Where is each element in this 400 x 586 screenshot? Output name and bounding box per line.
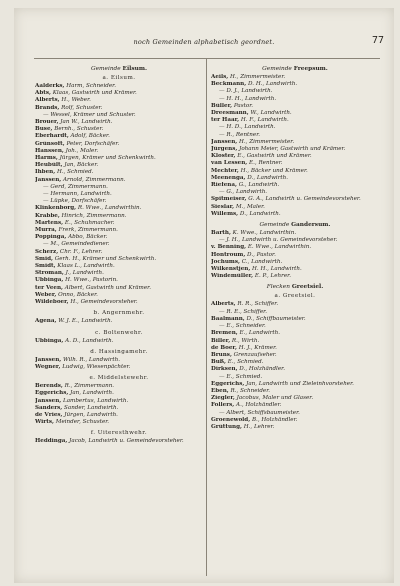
directory-entry [35, 357, 203, 364]
entry-details: Jan W., Landwirth. [58, 119, 113, 126]
entry-name: Meenenga, [211, 174, 246, 181]
entry-details: Arnold, Zimmermann. [61, 176, 126, 183]
section-heading [211, 221, 379, 230]
directory-entry [35, 126, 203, 133]
directory-entry [35, 83, 203, 90]
subsection-heading: b. Angernmehr. [93, 310, 145, 317]
directory-entry [35, 184, 203, 191]
entry-name: Ihben, [35, 169, 56, 176]
directory-entry [211, 110, 379, 117]
directory-entry [35, 141, 203, 148]
entry-name: Grüttung, [211, 423, 242, 430]
entry-name: Baalmann, [211, 315, 245, 322]
entry-details: R., Schneider. [228, 387, 271, 394]
entry-details: — M., Gemeindediener. [43, 241, 110, 248]
entry-name: Heubült, [35, 162, 63, 169]
section-heading-prefix: Gemeinde [262, 66, 294, 72]
entry-name: Janssen, [211, 138, 238, 145]
entry-name: Windemüller, [211, 273, 254, 280]
entry-details: — H. D., Landwirth. [219, 124, 276, 131]
directory-entry [211, 338, 379, 345]
entry-details: R. R., Schiffer. [235, 301, 279, 308]
directory-entry [35, 299, 203, 306]
entry-name: Martens, [35, 219, 64, 226]
section-heading-name: Greetsiel. [291, 284, 324, 291]
entry-name: Wegner, [35, 363, 61, 370]
directory-entry [211, 252, 379, 259]
directory-entry [35, 318, 203, 325]
entry-name: Smidt, [35, 263, 56, 270]
entry-name: Bruns, [211, 351, 232, 358]
entry-details: Jürgen, Landwirth. [62, 411, 118, 418]
directory-entry [35, 241, 203, 248]
subsection-heading: e. Middelstewehr. [89, 375, 149, 382]
entry-details: D. H., Landwirth. [246, 81, 298, 88]
entry-details: C., Landwirth. [239, 258, 283, 265]
directory-entry [211, 381, 379, 388]
entry-details: Klaas L., Landwirth. [55, 263, 115, 270]
section-heading-prefix: Gemeinde [90, 66, 123, 72]
directory-entry [211, 424, 379, 431]
entry-name: Riefena, [211, 182, 237, 189]
entry-details: W., Landwirth. [248, 110, 292, 117]
entry-name: Hanssen, [35, 147, 64, 154]
directory-entry [35, 249, 203, 256]
directory-entry [211, 237, 379, 244]
entry-details: Sander, Landwirth. [62, 404, 119, 411]
entry-details: — D. J., Landwirth. [219, 88, 273, 95]
directory-entry [35, 227, 203, 234]
entry-details: A., Holzhändler. [234, 402, 282, 409]
directory-entry [211, 153, 379, 160]
directory-entry [211, 374, 379, 381]
directory-entry [211, 301, 379, 308]
directory-entry [35, 112, 203, 119]
entry-name: Ziegler, [211, 395, 235, 402]
directory-entry [211, 395, 379, 402]
entry-details: Chr. F., Lehrer. [58, 248, 103, 255]
entry-details: Klaas, Gastwirth und Krämer. [50, 90, 137, 97]
entry-name: Harms, [35, 155, 58, 162]
entry-details: A. D., Landwirth. [63, 337, 114, 344]
entry-name: de Vries, [35, 411, 63, 418]
entry-details: — R., Rentner. [219, 131, 261, 138]
directory-entry [35, 105, 203, 112]
entry-details: Abbo, Bäcker. [66, 234, 108, 241]
entry-name: Eggerichs, [35, 390, 69, 397]
entry-details: Gerh. H., Krämer und Schenkwirth. [52, 255, 157, 262]
entry-name: Eben, [211, 387, 229, 394]
section-heading-prefix: Gemeinde [259, 222, 292, 229]
entry-details: H., Zimmermeister. [228, 74, 286, 80]
entry-details: M., Maler. [234, 203, 265, 210]
directory-entry [211, 316, 379, 323]
entry-details: Ludwig, Wiesenpächter. [60, 363, 131, 370]
directory-entry [211, 132, 379, 139]
directory-entry [35, 191, 203, 198]
entry-name: Weber, [35, 291, 57, 298]
entry-details: G., Landwirth. [236, 182, 280, 189]
entry-details: H., Zimmermeister. [237, 138, 295, 145]
entry-details: D., Schiffbaumeister. [244, 315, 306, 322]
entry-name: Scherz, [35, 248, 59, 255]
entry-details: — H. H., Landwirth. [219, 95, 277, 102]
entry-details: — G., Landwirth. [219, 189, 268, 196]
entry-details: Pastor. [232, 102, 254, 109]
entry-details: D., Holzhändler. [237, 366, 285, 373]
entry-name: Ubbinga, [35, 337, 64, 344]
directory-entry [211, 189, 379, 196]
entry-name: Poppinga, [35, 234, 67, 241]
directory-entry [35, 162, 203, 169]
entry-details: — Hermann, Landwirth. [43, 191, 112, 198]
entry-details: H. F., Landwirth. [239, 117, 289, 124]
entry-name: Abts, [35, 90, 51, 97]
entry-details: E. Wwe., Landwirthin. [246, 244, 312, 251]
directory-entry [211, 330, 379, 337]
directory-entry [35, 133, 203, 140]
right-column [211, 65, 379, 431]
directory-entry [35, 412, 203, 419]
directory-entry [35, 205, 203, 212]
entry-name: Heddinga, [35, 438, 68, 445]
directory-entry [211, 204, 379, 211]
directory-entry [35, 90, 203, 97]
entry-name: Murra, [35, 227, 57, 234]
directory-entry [35, 169, 203, 176]
entry-details: — E., Schneider. [219, 323, 266, 330]
entry-name: Agena, [35, 318, 57, 325]
header-rule [34, 58, 380, 59]
directory-entry [35, 438, 203, 445]
column-divider [206, 58, 207, 576]
directory-entry [35, 148, 203, 155]
entry-name: Groenewold, [211, 416, 251, 423]
directory-entry [211, 410, 379, 417]
entry-details: Rolf, Schuster. [59, 104, 103, 111]
entry-details: H. Wwe., Pastorin. [63, 277, 118, 284]
entry-name: Janssen, [35, 397, 62, 404]
subsection-heading: a. Greetsiel. [274, 293, 316, 300]
directory-entry [35, 263, 203, 270]
entry-name: Sieslar, [211, 203, 235, 210]
entry-details: H., Lehrer. [241, 423, 275, 430]
entry-details: — R. E., Schiffer. [219, 308, 268, 315]
entry-details: E., Gastwirth und Krämer. [235, 153, 312, 160]
directory-entry [211, 417, 379, 424]
directory-entry [211, 196, 379, 203]
entry-details: H., Bäcker und Krämer. [238, 167, 308, 174]
entry-name: Sanders, [35, 404, 63, 411]
directory-entry [211, 81, 379, 88]
directory-entry [35, 97, 203, 104]
section-heading-name: Gandersum. [291, 222, 331, 229]
entry-name: Dreesmann, [211, 110, 249, 117]
subsection-heading: d. Hassingamehr. [90, 348, 148, 355]
directory-entry [211, 366, 379, 373]
directory-entry [211, 244, 379, 251]
entry-details: R. Wwe., Landwirthin. [76, 205, 142, 212]
entry-details: Jacob, Landwirth u. Gemeindevorsteher. [67, 438, 184, 445]
entry-details: Jan, Bäcker. [62, 162, 99, 169]
entry-details: B., Holzhändler. [250, 416, 298, 423]
subsection-heading: f. Uiteresthwehr. [90, 430, 148, 437]
entry-details: Johann Meier, Gastwirth und Krämer. [237, 146, 346, 153]
entry-name: Buß, [211, 359, 226, 366]
entry-name: ter Veen, [35, 284, 63, 291]
directory-entry [35, 119, 203, 126]
directory-entry [35, 177, 203, 184]
entry-name: Barth, [211, 230, 231, 237]
entry-name: Klinkenborg, [35, 205, 77, 212]
entry-details: Adolf, Bäcker. [68, 133, 110, 140]
entry-name: Aeils, [211, 74, 229, 80]
entry-name: Dirksen, [211, 366, 238, 373]
entry-details: — Gerd, Zimmermann. [43, 183, 108, 190]
entry-details: Onno, Bäcker. [56, 291, 98, 298]
entry-details: — E., Schmied. [219, 373, 263, 380]
section-heading [211, 283, 379, 292]
entry-name: Wirts, [35, 419, 54, 426]
entry-name: Brouer, [35, 119, 59, 126]
entry-name: van Lessen, [211, 160, 248, 167]
directory-entry [35, 419, 203, 426]
entry-details: E., Landwirth. [237, 330, 281, 337]
directory-entry [211, 345, 379, 352]
entry-name: Jürgens, [211, 146, 238, 153]
entry-details: Jan, Landwirth und Zieleinhvorsteher. [244, 380, 354, 387]
entry-details: W. J. E., Landwirth. [56, 318, 113, 325]
entry-details: E., Schuhmacher. [63, 219, 115, 226]
directory-entry [211, 402, 379, 409]
entry-details: H., Schmied. [55, 169, 94, 176]
directory-entry [211, 182, 379, 189]
entry-name: Follers, [211, 402, 235, 409]
entry-name: Wildeboer, [35, 299, 69, 306]
subsection-heading: a. Eilsum. [102, 75, 136, 81]
section-heading [211, 65, 379, 74]
entry-name: Janssen, [35, 176, 62, 183]
entry-name: Jochums, [211, 258, 240, 265]
entry-details: Jürgen, Krämer und Schenkwirth. [57, 155, 156, 162]
entry-details: K. Wwe., Landwirthin. [230, 230, 297, 237]
directory-entry [211, 388, 379, 395]
entry-details: Albert, Gastwirth und Krämer. [63, 284, 151, 291]
entry-details: E., Rentner. [247, 160, 283, 167]
entry-details: Lambertus, Landwirth. [61, 397, 129, 404]
page-number: 77 [371, 35, 384, 46]
directory-entry [211, 168, 379, 175]
directory-entry [211, 230, 379, 237]
directory-entry [211, 124, 379, 131]
page-header [14, 35, 394, 52]
entry-details: Hinrich, Zimmermann. [59, 212, 127, 219]
entry-details: Wilh. R., Landwirth. [61, 356, 121, 363]
directory-entry [35, 285, 203, 292]
directory-entry [211, 117, 379, 124]
directory-entry [211, 139, 379, 146]
directory-entry [35, 198, 203, 205]
entry-details: H., Gemeindevorsteher. [68, 299, 138, 306]
entry-name: Smid, [35, 255, 53, 262]
entry-name: ter Haar, [211, 117, 240, 124]
entry-name: Alberts, [35, 97, 60, 104]
directory-entry [211, 323, 379, 330]
directory-entry [211, 96, 379, 103]
entry-name: Aalderks, [35, 83, 65, 89]
entry-name: Grünsoft, [35, 140, 65, 147]
entry-details: Frerk, Zimmermann. [56, 227, 118, 234]
entry-details: Harm, Schneider. [64, 83, 117, 89]
directory-entry [211, 88, 379, 95]
entry-details: Jacobus, Maler und Glaser. [234, 395, 314, 402]
entry-details: H. J., Krämer. [236, 344, 277, 351]
directory-entry [211, 259, 379, 266]
entry-name: Janssen, [35, 356, 62, 363]
directory-entry [35, 277, 203, 284]
directory-entry [35, 220, 203, 227]
running-title: noch Gemeinden alphabetisch geordnet. [133, 38, 275, 46]
entry-details: Grenzaufseher. [231, 351, 277, 358]
entry-details: H. H., Landwirth. [250, 266, 302, 273]
entry-name: Krabbe, [35, 212, 60, 219]
directory-entry [35, 390, 203, 397]
directory-entry [211, 103, 379, 110]
entry-name: Mechter, [211, 167, 239, 174]
entry-name: Eberhardt, [35, 133, 69, 140]
entry-details: R., Zimmermann. [62, 383, 115, 390]
directory-entry [211, 160, 379, 167]
directory-entry [211, 352, 379, 359]
entry-name: Stroman, [35, 270, 64, 277]
entry-details: E., Schmied. [226, 359, 264, 366]
directory-entry [35, 270, 203, 277]
section-heading-name: Freepsum. [293, 66, 328, 72]
entry-name: Büller, [211, 102, 233, 109]
directory-entry [35, 398, 203, 405]
directory-entry [211, 74, 379, 81]
entry-name: Eggerichs, [211, 380, 245, 387]
entry-name: Hontroum, [211, 251, 246, 258]
directory-entry [35, 292, 203, 299]
entry-details: Joh., Maler. [63, 147, 99, 154]
entry-details: H., Weber. [59, 97, 91, 104]
entry-details: D., Landwirth. [238, 210, 281, 217]
directory-entry [35, 383, 203, 390]
left-column [35, 65, 203, 446]
entry-details: Jan, Landwirth. [68, 390, 114, 397]
document-page [14, 8, 394, 583]
entry-name: Buse, [35, 126, 53, 133]
entry-name: Spitmeiser, [211, 196, 247, 203]
directory-entry [211, 273, 379, 280]
directory-entry [35, 338, 203, 345]
entry-details: J., Landwirth. [63, 270, 104, 277]
entry-details: G. A., Landwirth u. Gemeindevorsteher. [246, 196, 361, 203]
directory-entry [35, 405, 203, 412]
entry-details: R., Wirth. [230, 337, 260, 344]
entry-name: Wilkenstjen, [211, 266, 251, 273]
directory-entry [35, 155, 203, 162]
entry-details: D., Pastor. [245, 251, 276, 258]
entry-name: Biller, [211, 337, 231, 344]
entry-name: Beckmann, [211, 81, 247, 88]
entry-details: — J. H., Landwirth u. Gemeindevorsteher. [219, 237, 338, 244]
entry-details: D., Landwirth. [245, 174, 289, 181]
entry-details: — Lüpke, Dorfschäfer. [43, 198, 107, 205]
subsection-heading: c. Boltenwehr. [95, 329, 143, 336]
entry-name: Ubbinga, [35, 277, 64, 284]
entry-name: de Boer, [211, 344, 237, 351]
entry-name: Bremen, [211, 330, 238, 337]
directory-entry [35, 364, 203, 371]
entry-details: Peter, Dorfschäfer. [64, 140, 120, 147]
section-heading-prefix: Flecken [266, 284, 292, 291]
directory-entry [211, 266, 379, 273]
entry-name: Willems, [211, 210, 239, 217]
section-heading-name: Eilsum. [122, 66, 147, 72]
entry-name: v. Benning, [211, 244, 247, 251]
entry-details: E. P., Lehrer. [253, 273, 291, 280]
entry-details: Meinder, Schuster. [53, 419, 110, 426]
entry-details: — Wessel, Krämer und Schuster. [43, 111, 136, 118]
directory-entry [35, 213, 203, 220]
directory-entry [211, 175, 379, 182]
entry-details: Bernh., Schuster. [52, 126, 104, 133]
directory-entry [211, 359, 379, 366]
section-heading [35, 65, 203, 74]
entry-name: Brands, [35, 104, 60, 111]
directory-entry [211, 146, 379, 153]
directory-entry [211, 211, 379, 218]
entry-name: Alberts, [211, 301, 236, 308]
entry-name: Berends, [35, 383, 63, 390]
entry-details: — Albert, Schiffsbaumeister. [219, 409, 300, 416]
directory-entry [35, 234, 203, 241]
directory-entry [211, 309, 379, 316]
directory-entry [35, 256, 203, 263]
entry-name: Kloster, [211, 153, 236, 160]
